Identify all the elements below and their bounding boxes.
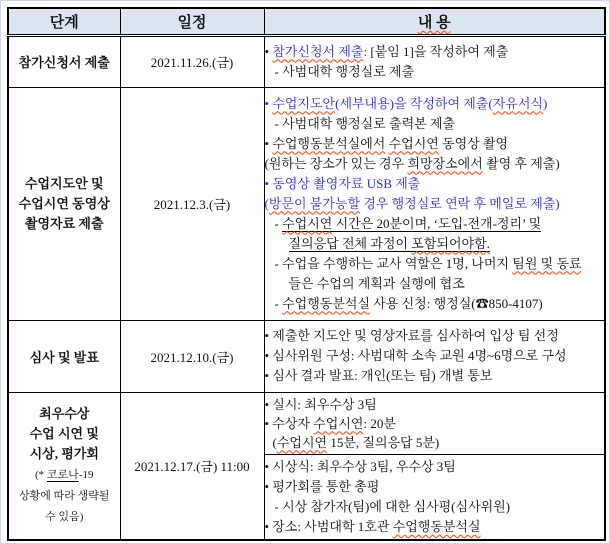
text-line [265, 134, 605, 154]
text-line [9, 506, 120, 527]
text-segment: 수업시연 [276, 434, 328, 450]
text-line [265, 497, 605, 517]
text-segment: (* [35, 469, 47, 482]
text-line [265, 42, 605, 62]
text-segment: - 수업을 수행하는 교사 역할은 1명, 나머지 [274, 255, 513, 271]
text-segment: 수업시연 동영상 [18, 195, 110, 211]
text-line [265, 194, 605, 214]
text-line [265, 477, 605, 497]
text-line [265, 11, 605, 32]
stage-cell [8, 87, 120, 320]
text-segment: • 제출한 지도안 및 영상자료를 심사하여 입상 팀 선정 [264, 328, 559, 343]
text-line [265, 294, 605, 314]
text-segment: 수업시연 [282, 215, 333, 231]
date-cell: 2021.11.26.(금) [120, 35, 264, 87]
text-line [9, 214, 120, 234]
header-content [264, 8, 605, 35]
text-segment: • [264, 135, 273, 151]
text-line [265, 414, 605, 433]
text-segment: : [363, 43, 368, 59]
text-segment: 동영상 촬영 [438, 135, 509, 151]
text-segment: 들은 수업의 계획과 실행에 협조 [288, 275, 465, 291]
text-segment: 코로나 [46, 469, 79, 482]
text-segment: 수업지도안 및 [24, 175, 104, 191]
text-segment: • 심사위원 구성: 사범대학 소속 교원 4명~6명으로 구성 [264, 348, 567, 363]
text-segment: • 시상식: 최우수상 3팀, 우수상 3팀 [264, 458, 456, 474]
text-segment: • 평가회를 통한 총평 [264, 478, 380, 494]
text-segment: : 20분 [363, 415, 396, 431]
text-segment: 팀원 및 동료 [512, 255, 582, 271]
text-segment: • 심사 결과 발표: 개인(또는 팀) 개별 통보 [264, 368, 493, 383]
text-segment: ( [264, 195, 269, 211]
text-segment: 최우수상 [39, 406, 90, 422]
text-segment: [붙임 1]을 작성하여 제출 [367, 43, 509, 59]
text-line [265, 326, 605, 346]
content-cell [264, 35, 605, 87]
text-segment: 사용 신청: 행정실(☎850-4107) [370, 295, 543, 311]
text-line [9, 424, 120, 444]
text-line [265, 433, 605, 452]
text-line [265, 517, 605, 537]
text-line [265, 346, 605, 366]
text-segment: - 사범대학 행정실로 출력본 제출 [274, 115, 456, 131]
text-segment: 자유서식 [492, 95, 543, 111]
text-line [9, 464, 120, 485]
text-segment: 수업행동분석실 [282, 295, 370, 311]
text-segment: -19 [78, 469, 94, 482]
text-segment: • 실시: 최우수상 3팀 [264, 396, 377, 412]
text-segment: ) [542, 95, 548, 111]
text-segment: 시간은 20분이며, ‘도입-전개-정리’ 및 [332, 215, 542, 231]
text-segment: - [274, 215, 283, 231]
text-line [265, 114, 605, 134]
text-segment: (세부내용)을 작성하여 제출( [335, 95, 493, 111]
text-segment: 수 있음) [45, 511, 84, 524]
table-row [8, 87, 605, 320]
table-row [8, 392, 605, 454]
text-segment: 참가신청서 제출 [272, 43, 364, 59]
text-segment: 상황에 따라 생략될 [18, 490, 110, 503]
text-segment: 포함되어야함. [411, 235, 490, 251]
text-line [265, 366, 605, 386]
text-segment: 15분, 질의응답 5분) [327, 434, 440, 450]
text-segment: (원하는 장소가 있는 경우 [264, 155, 408, 171]
text-segment: • 장소: 사범대학 1호관 [264, 518, 393, 534]
text-line [265, 174, 605, 194]
text-line [265, 254, 605, 274]
text-line [265, 395, 605, 414]
text-segment: • 동영상 촬영자료 USB 제출 [264, 175, 421, 191]
table-row [8, 320, 605, 392]
text-segment: 경우 행정실로 연락 후 메일로 제출) [360, 195, 560, 211]
stage-cell: 심사 및 발표 [8, 320, 120, 392]
content-cell-upper [264, 392, 605, 454]
text-line [265, 234, 605, 254]
schedule-table [7, 7, 606, 541]
text-line [9, 485, 120, 506]
text-segment: 질의응답 전체 과정이 [288, 235, 412, 251]
text-line [9, 174, 120, 194]
text-segment: - [274, 295, 283, 311]
content-cell [264, 87, 605, 320]
text-line [265, 457, 605, 477]
content-cell [264, 320, 605, 392]
header-stage: 단계 [8, 8, 120, 35]
text-line [265, 274, 605, 294]
date-cell: 2021.12.3.(금) [120, 87, 264, 320]
text-segment: 내 용 [417, 14, 451, 31]
header-row [8, 8, 605, 35]
text-segment: 수업시연 [313, 415, 364, 431]
text-segment: 촬영 후 제출) [482, 155, 560, 171]
text-segment: 촬영자료 제출 [24, 215, 104, 231]
text-segment: ( [272, 434, 277, 450]
date-cell: 2021.12.10.(금) [120, 320, 264, 392]
stage-cell [8, 392, 120, 540]
text-segment: • [264, 43, 273, 59]
text-segment: 수업 시연 및 [29, 426, 99, 442]
table-row [8, 35, 605, 87]
text-segment: 방문이 불가능할 [268, 195, 360, 211]
header-date: 일정 [120, 8, 264, 35]
text-line [9, 404, 120, 424]
date-cell: 2021.12.17.(금) 11:00 [120, 392, 264, 540]
text-segment: • [264, 95, 273, 111]
text-line [265, 62, 605, 82]
text-segment: - 시상 참가자(팀)에 대한 심사평(심사위원) [274, 498, 511, 514]
text-segment: - 사범대학 행정실로 제출 [274, 63, 415, 79]
text-line [265, 94, 605, 114]
text-segment: 희망장소에서 [407, 155, 483, 171]
text-line [265, 214, 605, 234]
text-line [9, 194, 120, 214]
content-cell-lower [264, 454, 605, 540]
text-line [265, 154, 605, 174]
text-segment: 수업행동분석실 [392, 518, 481, 534]
text-segment: 수업행동분석실에서 [272, 135, 386, 151]
text-segment: 수업시연 [388, 135, 439, 151]
text-line [9, 444, 120, 464]
text-segment: • 수상자 [264, 415, 314, 431]
stage-cell: 참가신청서 제출 [8, 35, 120, 87]
text-segment: 시상, 평가회 [29, 446, 99, 462]
text-segment: 수업지도안 [272, 95, 336, 111]
